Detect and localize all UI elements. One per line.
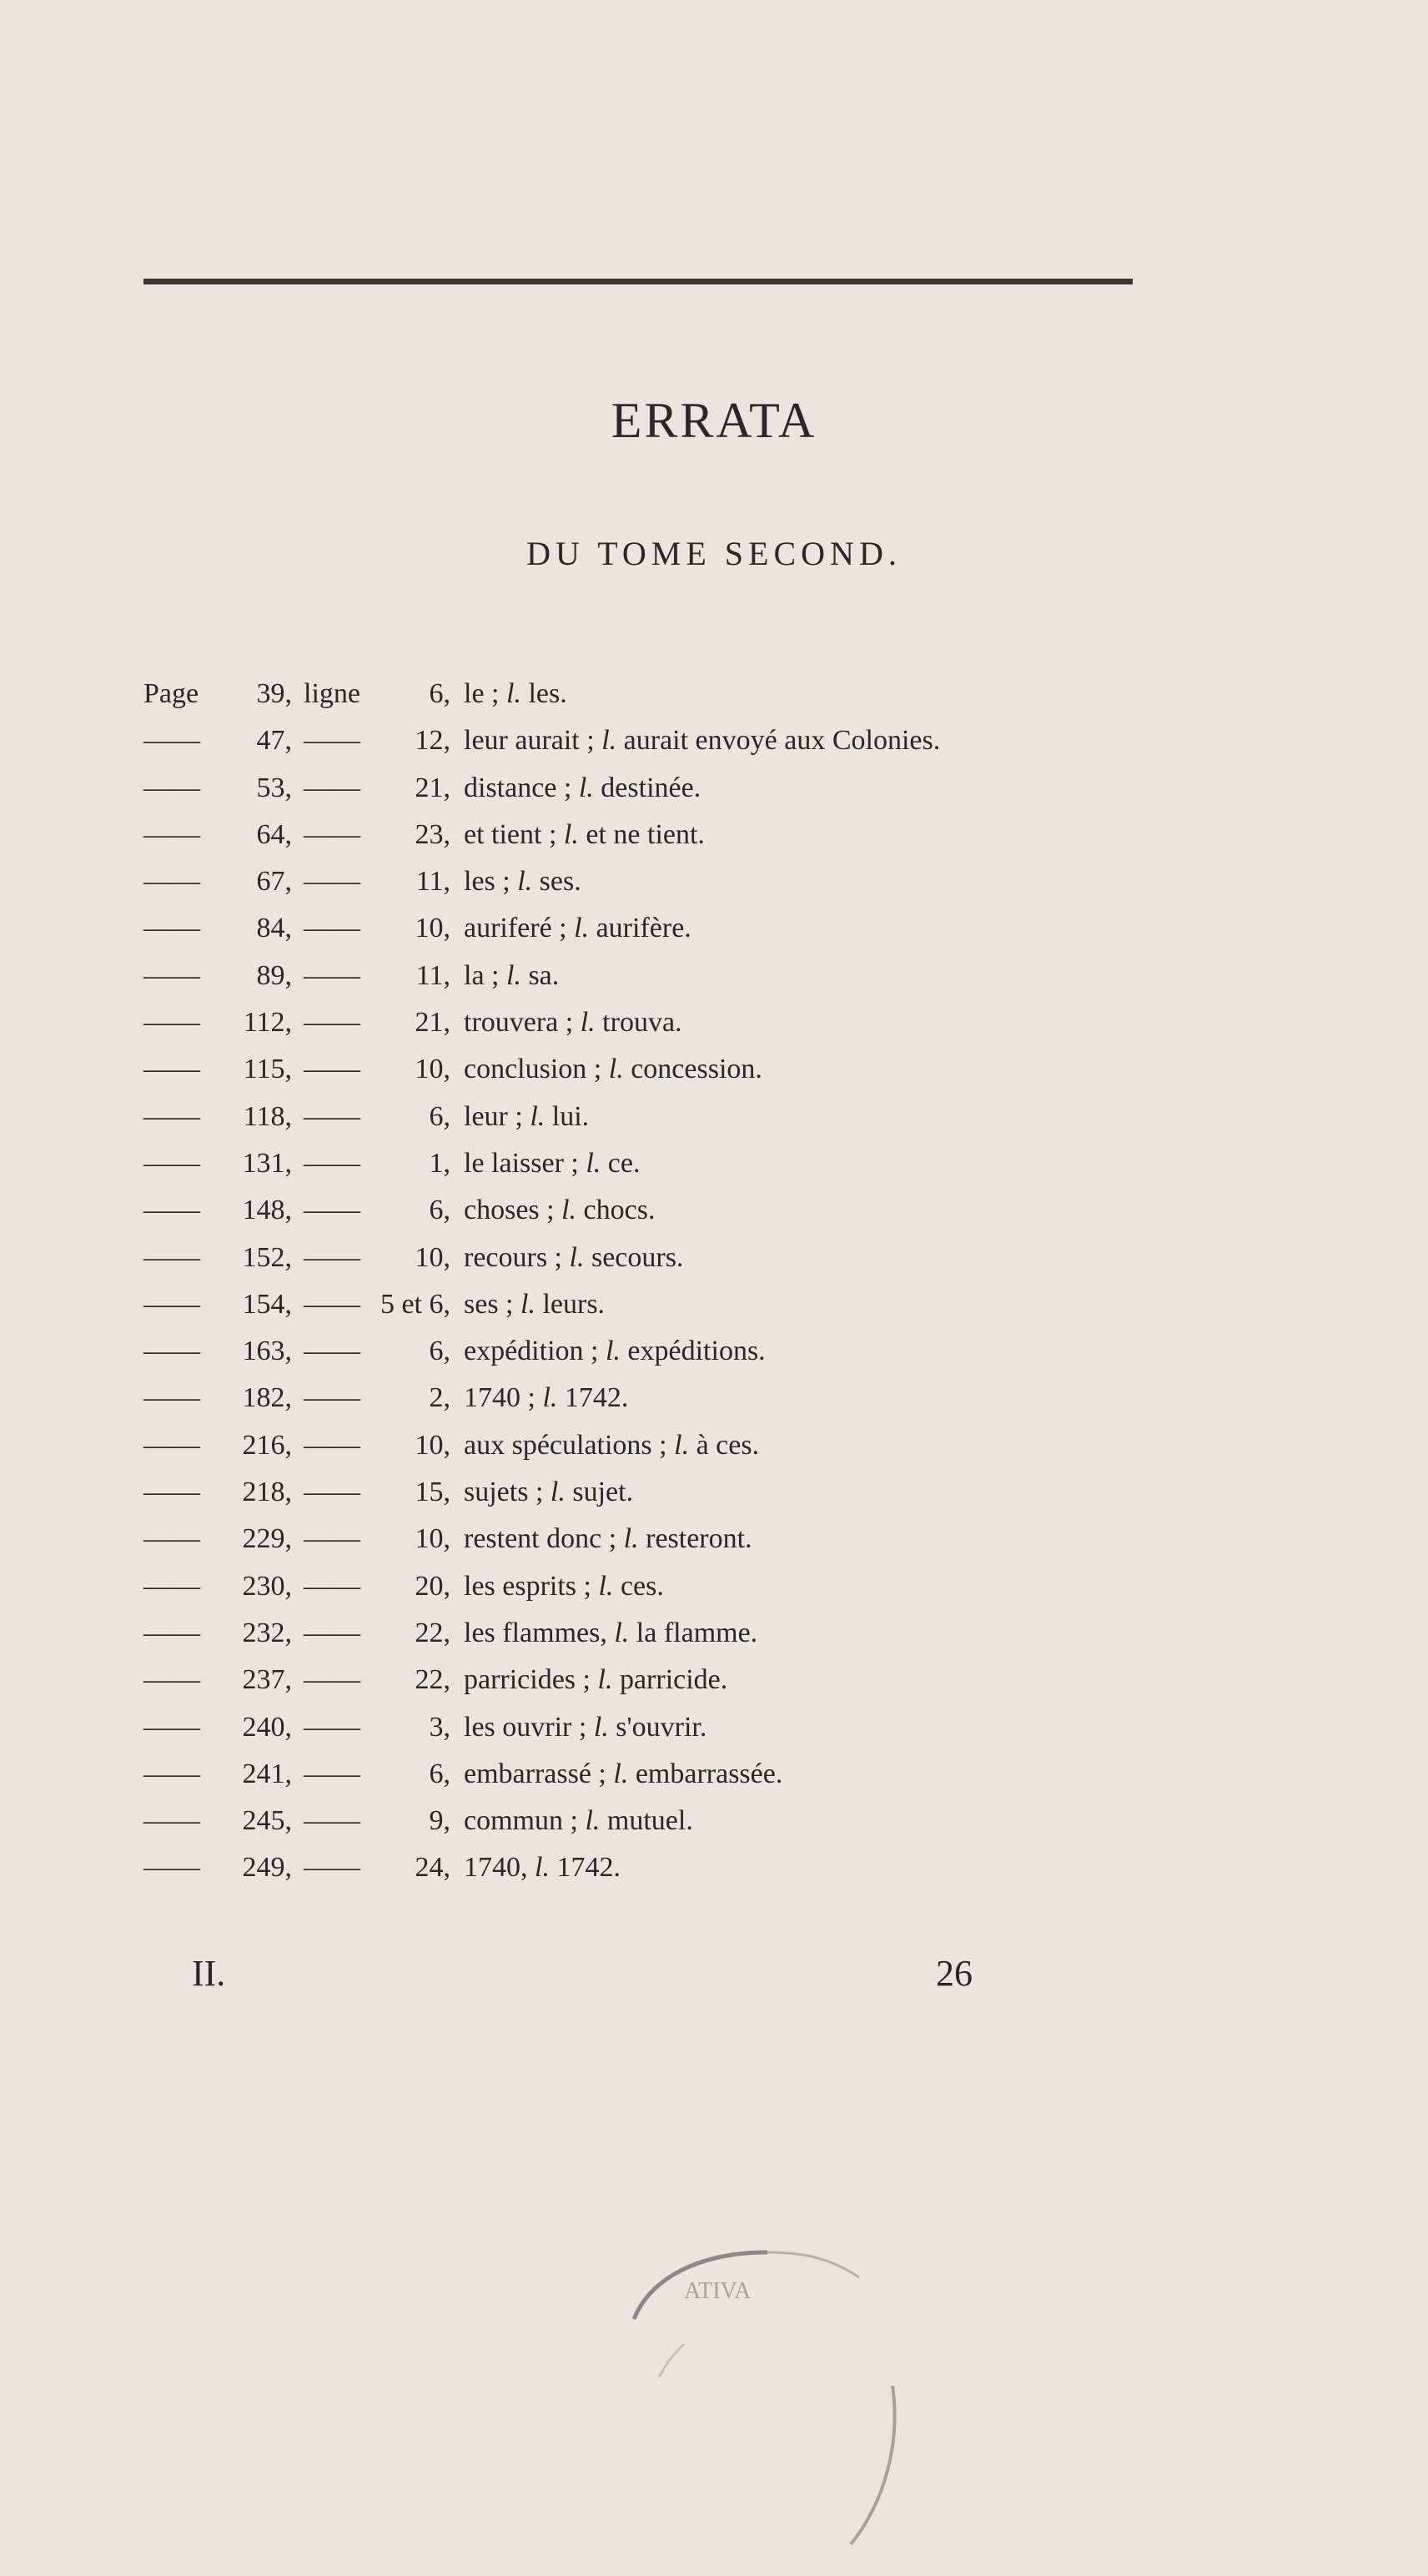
errata-row [0, 1519, 1428, 1566]
correction-text [464, 1801, 693, 1841]
ditto-dash: —— [304, 818, 360, 850]
wrong-text: leur aurait ; [464, 725, 595, 757]
lisez-abbr: l. [614, 1617, 630, 1648]
lisez-abbr: l. [563, 818, 579, 850]
ditto-dash: —— [304, 1100, 360, 1132]
lisez-abbr: l. [580, 1007, 596, 1039]
wrong-text: parricides ; [464, 1664, 591, 1696]
errata-row [0, 1567, 1428, 1613]
ditto-dash: —— [304, 1336, 360, 1367]
ditto-dash: —— [143, 1664, 200, 1696]
page-number: 67, [256, 866, 292, 898]
correct-text: lui. [551, 1100, 590, 1132]
line-number: 10, [415, 1241, 450, 1273]
lisez-abbr: l. [601, 725, 617, 757]
errata-row [0, 1285, 1428, 1331]
correction-text [464, 1567, 664, 1607]
page-number: 131, [242, 1147, 292, 1179]
page-number: 64, [256, 818, 292, 850]
ditto-dash: —— [143, 1523, 200, 1555]
line-number: 12, [415, 725, 450, 757]
correction-text [464, 862, 581, 902]
errata-row [0, 1097, 1428, 1144]
errata-row [0, 1801, 1428, 1848]
ditto-dash: —— [304, 1007, 360, 1039]
errata-row [0, 1003, 1428, 1049]
correct-text: destinée. [601, 772, 701, 803]
line-number: 11, [415, 866, 450, 898]
errata-row [0, 1378, 1428, 1425]
line-number: 6, [429, 1758, 450, 1789]
label-ligne: ligne [304, 678, 360, 709]
line-number: 11, [415, 959, 450, 991]
ditto-dash: —— [143, 1477, 200, 1508]
ditto-dash: —— [304, 1758, 360, 1789]
page-number: 47, [256, 725, 292, 757]
correction-text [464, 1144, 640, 1184]
top-rule [143, 279, 1133, 284]
ditto-dash: —— [143, 1852, 200, 1884]
correct-text: concession. [631, 1054, 762, 1085]
library-stamp [584, 2111, 984, 2561]
page-number: 182, [242, 1382, 292, 1414]
correction-text [464, 1097, 589, 1137]
lisez-abbr: l. [530, 1100, 546, 1132]
ditto-dash: —— [143, 1336, 200, 1367]
page-number: 154, [242, 1288, 292, 1320]
wrong-text: leur ; [464, 1100, 523, 1132]
errata-row [0, 1238, 1428, 1285]
ditto-dash: —— [304, 725, 360, 757]
line-number: 20, [415, 1570, 450, 1602]
correct-text: secours. [591, 1241, 684, 1273]
lisez-abbr: l. [569, 1241, 585, 1273]
correction-text [464, 1285, 605, 1325]
ditto-dash: —— [143, 1570, 200, 1602]
lisez-abbr: l. [520, 1288, 536, 1320]
page-number: 232, [242, 1617, 292, 1648]
wrong-text: trouvera ; [464, 1007, 574, 1039]
wrong-text: la ; [464, 959, 500, 991]
lisez-abbr: l. [517, 866, 533, 898]
line-number: 6, [429, 1100, 450, 1132]
page-number: 249, [242, 1852, 292, 1884]
signature-mark: II. [192, 1953, 226, 1994]
line-number: 6, [429, 1336, 450, 1367]
correction-text [464, 1426, 759, 1466]
sheet-number: 26 [936, 1953, 973, 1994]
errata-row [0, 1708, 1428, 1754]
wrong-text: embarrassé ; [464, 1758, 606, 1789]
correction-text [464, 1660, 727, 1700]
correction-text [464, 1472, 633, 1512]
wrong-text: les esprits ; [464, 1570, 591, 1602]
lisez-abbr: l. [586, 1147, 601, 1179]
lisez-abbr: l. [535, 1852, 550, 1884]
ditto-dash: —— [143, 725, 200, 757]
lisez-abbr: l. [505, 959, 521, 991]
wrong-text: restent donc ; [464, 1523, 617, 1555]
wrong-text: sujets ; [464, 1477, 544, 1508]
wrong-text: le ; [464, 678, 500, 709]
correct-text: aurifère. [596, 913, 691, 944]
wrong-text: les ; [464, 866, 510, 898]
lisez-abbr: l. [608, 1054, 624, 1085]
ditto-dash: —— [143, 1617, 200, 1648]
errata-row [0, 1754, 1428, 1801]
errata-list [0, 674, 1428, 1895]
lisez-abbr: l. [561, 1195, 577, 1226]
page-subtitle: DU TOME SECOND. [526, 535, 902, 572]
line-number: 23, [415, 818, 450, 850]
correction-text [464, 768, 701, 808]
wrong-text: le laisser ; [464, 1147, 579, 1179]
ditto-dash: —— [304, 1382, 360, 1414]
wrong-text: ses ; [464, 1288, 514, 1320]
label-page: Page [143, 678, 199, 709]
ditto-dash: —— [304, 1805, 360, 1837]
correction-text [464, 1331, 766, 1371]
correct-text: à ces. [696, 1429, 760, 1461]
errata-row [0, 862, 1428, 908]
correct-text: sujet. [572, 1477, 634, 1508]
correct-text: la flamme. [636, 1617, 758, 1648]
line-number: 2, [429, 1382, 450, 1414]
ditto-dash: —— [304, 1523, 360, 1555]
lisez-abbr: l. [674, 1429, 690, 1461]
line-number: 10, [415, 1054, 450, 1085]
page-number: 245, [242, 1805, 292, 1837]
page-number: 112, [243, 1007, 292, 1039]
page-number: 240, [242, 1711, 292, 1743]
errata-row [0, 1144, 1428, 1190]
ditto-dash: —— [304, 1429, 360, 1461]
line-number: 1, [429, 1147, 450, 1179]
errata-row [0, 768, 1428, 815]
correct-text: trouva. [602, 1007, 682, 1039]
page-number: 89, [256, 959, 292, 991]
wrong-text: choses ; [464, 1195, 555, 1226]
ditto-dash: —— [304, 1664, 360, 1696]
lisez-abbr: l. [574, 913, 590, 944]
ditto-dash: —— [143, 1429, 200, 1461]
correct-text: aurait envoyé aux Colonies. [623, 725, 941, 757]
page-number: 53, [256, 772, 292, 803]
page-number: 148, [242, 1195, 292, 1226]
correct-text: 1742. [564, 1382, 629, 1414]
ditto-dash: —— [304, 772, 360, 803]
ditto-dash: —— [143, 866, 200, 898]
page-number: 216, [242, 1429, 292, 1461]
correct-text: sa. [528, 959, 560, 991]
line-number: 10, [415, 1523, 450, 1555]
ditto-dash: —— [304, 959, 360, 991]
correction-text [464, 956, 559, 996]
errata-row [0, 1613, 1428, 1660]
correct-text: ce. [607, 1147, 641, 1179]
ditto-dash: —— [143, 913, 200, 944]
ditto-dash: —— [143, 1805, 200, 1837]
correct-text: 1742. [556, 1852, 621, 1884]
ditto-dash: —— [143, 1007, 200, 1039]
errata-row [0, 1660, 1428, 1707]
page-number: 118, [243, 1100, 292, 1132]
page-number: 237, [242, 1664, 292, 1696]
ditto-dash: —— [143, 1054, 200, 1085]
lisez-abbr: l. [605, 1336, 621, 1367]
wrong-text: les flammes, [464, 1617, 607, 1648]
ditto-dash: —— [304, 1852, 360, 1884]
correction-text [464, 1049, 762, 1089]
correction-text [464, 1378, 628, 1418]
wrong-text: conclusion ; [464, 1054, 602, 1085]
correction-text [464, 674, 567, 714]
wrong-text: commun ; [464, 1805, 578, 1837]
correction-text [464, 1613, 757, 1653]
correction-text [464, 1238, 683, 1278]
line-number: 5 et 6, [380, 1288, 450, 1320]
line-number: 10, [415, 1429, 450, 1461]
ditto-dash: —— [143, 1382, 200, 1414]
lisez-abbr: l. [623, 1523, 639, 1555]
ditto-dash: —— [304, 1711, 360, 1743]
wrong-text: distance ; [464, 772, 572, 803]
lisez-abbr: l. [597, 1664, 613, 1696]
line-number: 15, [415, 1477, 450, 1508]
correction-text [464, 1003, 682, 1043]
line-number: 22, [415, 1664, 450, 1696]
ditto-dash: —— [304, 1477, 360, 1508]
lisez-abbr: l. [578, 772, 594, 803]
page-number: 241, [242, 1758, 292, 1789]
line-number: 9, [429, 1805, 450, 1837]
line-number: 6, [429, 1195, 450, 1226]
correction-text [464, 1519, 752, 1559]
errata-row [0, 1426, 1428, 1472]
wrong-text: expédition ; [464, 1336, 599, 1367]
lisez-abbr: l. [593, 1711, 609, 1743]
page-number: 163, [242, 1336, 292, 1367]
correction-text [464, 1754, 782, 1794]
correction-text [464, 1848, 621, 1888]
correction-text [464, 721, 940, 761]
ditto-dash: —— [143, 1100, 200, 1132]
line-number: 6, [429, 678, 450, 709]
ditto-dash: —— [143, 1241, 200, 1273]
ditto-dash: —— [304, 1241, 360, 1273]
wrong-text: 1740 ; [464, 1382, 536, 1414]
page-number: 84, [256, 913, 292, 944]
page-number: 115, [243, 1054, 292, 1085]
correction-text [464, 908, 691, 948]
lisez-abbr: l. [505, 678, 521, 709]
ditto-dash: —— [304, 866, 360, 898]
line-number: 22, [415, 1617, 450, 1648]
correct-text: et ne tient. [586, 818, 705, 850]
ditto-dash: —— [304, 1195, 360, 1226]
ditto-dash: —— [143, 772, 200, 803]
ditto-dash: —— [143, 1711, 200, 1743]
wrong-text: 1740, [464, 1852, 528, 1884]
wrong-text: et tient ; [464, 818, 557, 850]
lisez-abbr: l. [550, 1477, 566, 1508]
correct-text: ces. [620, 1570, 664, 1602]
errata-row [0, 1190, 1428, 1237]
ditto-dash: —— [143, 1288, 200, 1320]
ditto-dash: —— [304, 1288, 360, 1320]
errata-row [0, 1331, 1428, 1378]
wrong-text: auriferé ; [464, 913, 567, 944]
ditto-dash: —— [304, 1570, 360, 1602]
errata-row [0, 1049, 1428, 1096]
correct-text: expéditions. [627, 1336, 766, 1367]
ditto-dash: —— [304, 1617, 360, 1648]
correct-text: ses. [539, 866, 581, 898]
ditto-dash: —— [143, 1147, 200, 1179]
correct-text: s'ouvrir. [616, 1711, 707, 1743]
errata-row [0, 721, 1428, 767]
wrong-text: les ouvrir ; [464, 1711, 587, 1743]
ditto-dash: —— [304, 1147, 360, 1179]
page-number: 229, [242, 1523, 292, 1555]
correct-text: mutuel. [606, 1805, 693, 1837]
correct-text: chocs. [583, 1195, 656, 1226]
errata-row [0, 1848, 1428, 1894]
correct-text: les. [528, 678, 567, 709]
line-number: 21, [415, 772, 450, 803]
lisez-abbr: l. [598, 1570, 614, 1602]
errata-row [0, 956, 1428, 1003]
line-number: 10, [415, 913, 450, 944]
lisez-abbr: l. [585, 1805, 601, 1837]
wrong-text: recours ; [464, 1241, 563, 1273]
ditto-dash: —— [143, 818, 200, 850]
page-number: 152, [242, 1241, 292, 1273]
correction-text [464, 815, 705, 855]
ditto-dash: —— [304, 1054, 360, 1085]
errata-row [0, 815, 1428, 862]
errata-row [0, 908, 1428, 955]
ditto-dash: —— [143, 1195, 200, 1226]
correction-text [464, 1708, 706, 1748]
correct-text: embarrassée. [635, 1758, 783, 1789]
wrong-text: aux spéculations ; [464, 1429, 667, 1461]
correct-text: resteront. [646, 1523, 752, 1555]
lisez-abbr: l. [542, 1382, 558, 1414]
page-number: 39, [256, 678, 292, 709]
page-number: 230, [242, 1570, 292, 1602]
lisez-abbr: l. [613, 1758, 629, 1789]
ditto-dash: —— [143, 1758, 200, 1789]
ditto-dash: —— [304, 913, 360, 944]
correct-text: leurs. [542, 1288, 606, 1320]
stamp-text: ATIVA [684, 2278, 752, 2304]
errata-row [0, 1472, 1428, 1519]
correct-text: parricide. [619, 1664, 728, 1696]
page-number: 218, [242, 1477, 292, 1508]
ditto-dash: —— [143, 959, 200, 991]
line-number: 3, [429, 1711, 450, 1743]
line-number: 21, [415, 1007, 450, 1039]
line-number: 24, [415, 1852, 450, 1884]
correction-text [464, 1190, 655, 1230]
page-title: ERRATA [611, 393, 817, 448]
errata-row [0, 674, 1428, 721]
